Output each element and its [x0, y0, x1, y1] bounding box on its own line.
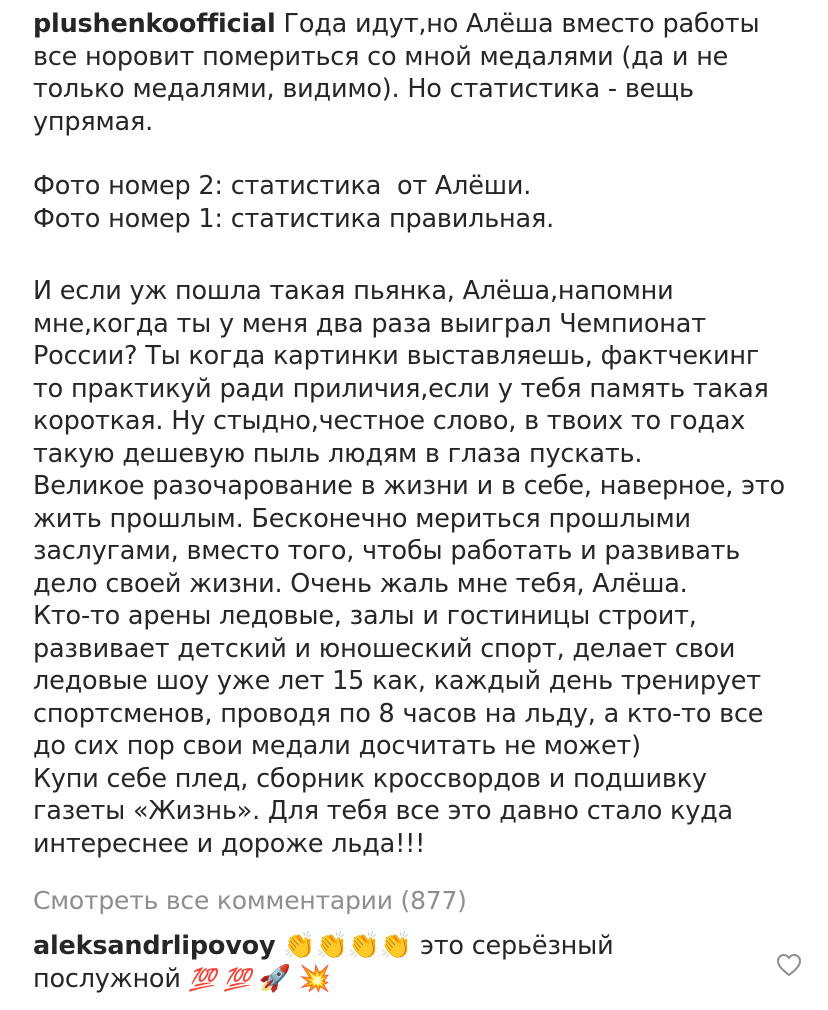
- clap-emoji: 👏: [283, 931, 316, 961]
- hundred-points-emoji: 💯: [223, 967, 251, 993]
- caption-paragraph-4: Купи себе плед, сборник кроссвордов и подшивку газеты «Жизнь». Для тебя все это давно стало куда интереснее и дороже льда!!!: [33, 763, 741, 859]
- post-username[interactable]: plushenkoofficial: [33, 9, 276, 39]
- caption-intro: [33, 8, 793, 138]
- collision-emoji: 💥: [298, 963, 332, 994]
- caption-paragraph-3: Кто-то арены ледовые, залы и гостиницы строит, развивает детский и юношеский спорт, делает свои ледовые шоу уже лет 15 как, каждый день тренирует спортсменов, проводя по 8 часов на льду, а кто-то все до сих пор свои медали досчитать не может): [33, 601, 772, 761]
- heart-icon-svg: [776, 953, 802, 977]
- post-caption: [33, 8, 793, 860]
- caption-intro-text: Года идут,но Алёша вместо работы все норовит помериться со мной медалями (да и не только медалями, видимо). Но статистика - вещь упрямая.: [33, 9, 768, 137]
- clap-emoji: 👏: [347, 931, 380, 961]
- comment-username[interactable]: aleksandrlipovoy: [33, 931, 276, 961]
- clap-emoji: 👏: [379, 931, 413, 961]
- caption-paragraph-1: И если уж пошла такая пьянка, Алёша,напомни мне,когда ты у меня два раза выиграл Чемпионат России? Ты когда картинки выставляешь, фактчекинг то практикуй ради приличия,если у тебя память такая короткая. Ну стыдно,честное слово, в твоих то годах такую дешевую пыль людям в глаза пускать.: [33, 276, 777, 469]
- caption-paragraph-2: Великое разочарование в жизни и в себе, наверное, это жить прошлым. Бесконечно мериться прошлыми заслугами, вместо того, чтобы работать и развивать дело своей жизни. Очень жаль мне тебя, Алёша.: [33, 471, 793, 599]
- caption-photo1: Фото номер 1: статистика правильная.: [33, 203, 554, 234]
- clap-emoji: 👏: [315, 931, 348, 961]
- caption-photo2: Фото номер 2: статистика от Алёши.: [33, 171, 532, 201]
- comment-text: это серьёзный послужной: [33, 931, 614, 994]
- comment-item: [33, 930, 753, 997]
- view-all-comments-link[interactable]: Смотреть все комментарии (877): [33, 886, 467, 915]
- hundred-points-emoji: 💯: [188, 967, 216, 993]
- rocket-emoji: 🚀: [258, 963, 292, 994]
- heart-icon[interactable]: [776, 953, 802, 977]
